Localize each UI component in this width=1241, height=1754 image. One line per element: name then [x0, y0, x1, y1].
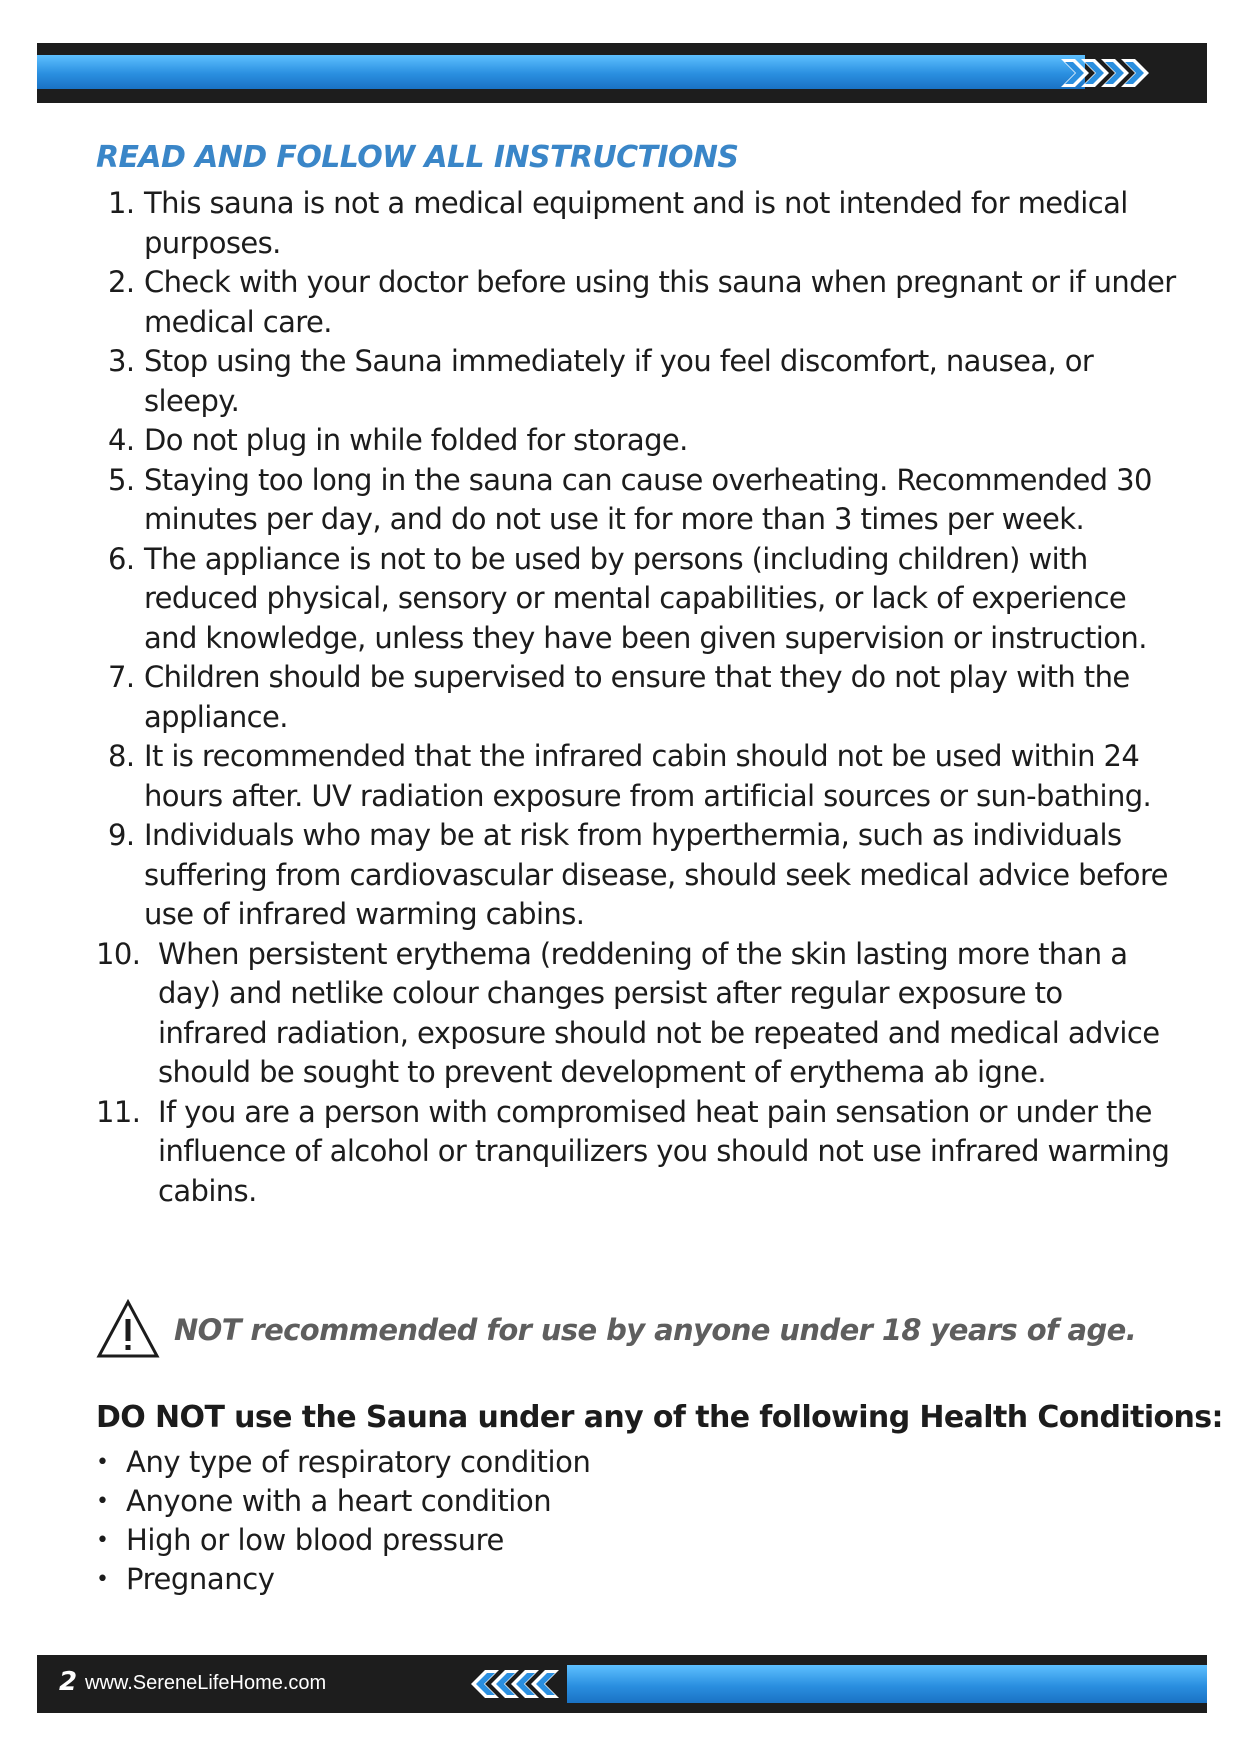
age-warning-text: NOT recommended for use by anyone under 18 years of age. [174, 1313, 1137, 1347]
instruction-item [96, 816, 1176, 935]
instruction-number: 11. [96, 1094, 141, 1129]
instructions-heading: READ AND FOLLOW ALL INSTRUCTIONS [96, 140, 739, 175]
page-number: 2 [59, 1667, 78, 1697]
chevrons-right-icon [1061, 53, 1201, 93]
instruction-text: When persistent erythema (reddening of the skin lasting more than a day) and netlike colour changes persist after regular exposure to infrared radiation, exposure should not be repeated and medical advice should be sought to prevent development of erythema ab igne. [158, 936, 1160, 1089]
health-conditions-list [96, 1443, 590, 1599]
instruction-item [96, 935, 1176, 1093]
health-conditions-heading-text: use the Sauna under any of the following Health Conditions: [224, 1400, 1223, 1435]
condition-text: Anyone with a heart condition [126, 1484, 552, 1518]
bullet-icon: • [96, 1450, 109, 1475]
instruction-text: It is recommended that the infrared cabin should not be used within 24 hours after. UV radiation exposure from artificial sources or sun-bathing. [144, 739, 1152, 813]
instruction-item [96, 737, 1176, 816]
instruction-text: Individuals who may be at risk from hyperthermia, such as individuals suffering from cardiovascular disease, should seek medical advice before use of infrared warming cabins. [144, 818, 1168, 931]
instruction-item [96, 342, 1176, 421]
chevrons-left-icon [469, 1664, 589, 1704]
bullet-icon: • [96, 1489, 109, 1514]
warning-triangle-icon [96, 1299, 160, 1359]
instruction-item [96, 263, 1176, 342]
instruction-item [96, 421, 1176, 461]
instruction-text: Staying too long in the sauna can cause overheating. Recommended 30 minutes per day, and do not use it for more than 3 times per week. [144, 462, 1152, 536]
instruction-item [96, 1093, 1176, 1212]
instruction-item [96, 658, 1176, 737]
instruction-text: This sauna is not a medical equipment and is not intended for medical purposes. [144, 186, 1128, 260]
header-blue-stripe [37, 55, 1085, 89]
condition-text: Any type of respiratory condition [126, 1445, 591, 1479]
instruction-text: Do not plug in while folded for storage. [144, 423, 688, 457]
header-banner [37, 43, 1207, 103]
do-not-emphasis: DO NOT [96, 1400, 225, 1435]
instruction-number: 1. [108, 186, 135, 220]
list-item [96, 1521, 590, 1560]
instruction-item [96, 461, 1176, 540]
footer-banner [37, 1655, 1207, 1713]
footer-blue-stripe [567, 1665, 1207, 1703]
bullet-icon: • [96, 1567, 109, 1592]
instruction-text: Stop using the Sauna immediately if you feel discomfort, nausea, or sleepy. [144, 344, 1094, 418]
list-item [96, 1443, 590, 1482]
instruction-number: 10. [96, 936, 141, 971]
website-link[interactable]: www.SereneLifeHome.com [85, 1672, 327, 1694]
age-warning [96, 1299, 1176, 1361]
instruction-number: 4. [108, 423, 135, 457]
instructions-list [96, 184, 1176, 1211]
instruction-item [96, 540, 1176, 659]
condition-text: Pregnancy [126, 1562, 275, 1596]
instruction-item [96, 184, 1176, 263]
list-item [96, 1560, 590, 1599]
instruction-number: 7. [108, 660, 135, 694]
instruction-number: 5. [108, 462, 135, 497]
instruction-number: 9. [108, 818, 135, 852]
instruction-text: The appliance is not to be used by persons (including children) with reduced physical, sensory or mental capabilities, or lack of experience and knowledge, unless they have been given supervision or instruction. [144, 541, 1147, 655]
instruction-number: 3. [108, 344, 135, 378]
condition-text: High or low blood pressure [126, 1523, 504, 1557]
instruction-text: If you are a person with compromised heat pain sensation or under the influence of alcohol or tranquilizers you should not use infrared warming cabins. [158, 1094, 1170, 1208]
instruction-number: 8. [108, 739, 135, 773]
instruction-text: Check with your doctor before using this sauna when pregnant or if under medical care. [144, 265, 1176, 339]
list-item [96, 1482, 590, 1521]
health-conditions-heading [96, 1400, 1223, 1435]
bullet-icon: • [96, 1528, 109, 1553]
instruction-text: Children should be supervised to ensure that they do not play with the appliance. [144, 660, 1130, 734]
instruction-number: 2. [108, 265, 135, 299]
instruction-number: 6. [108, 541, 135, 576]
